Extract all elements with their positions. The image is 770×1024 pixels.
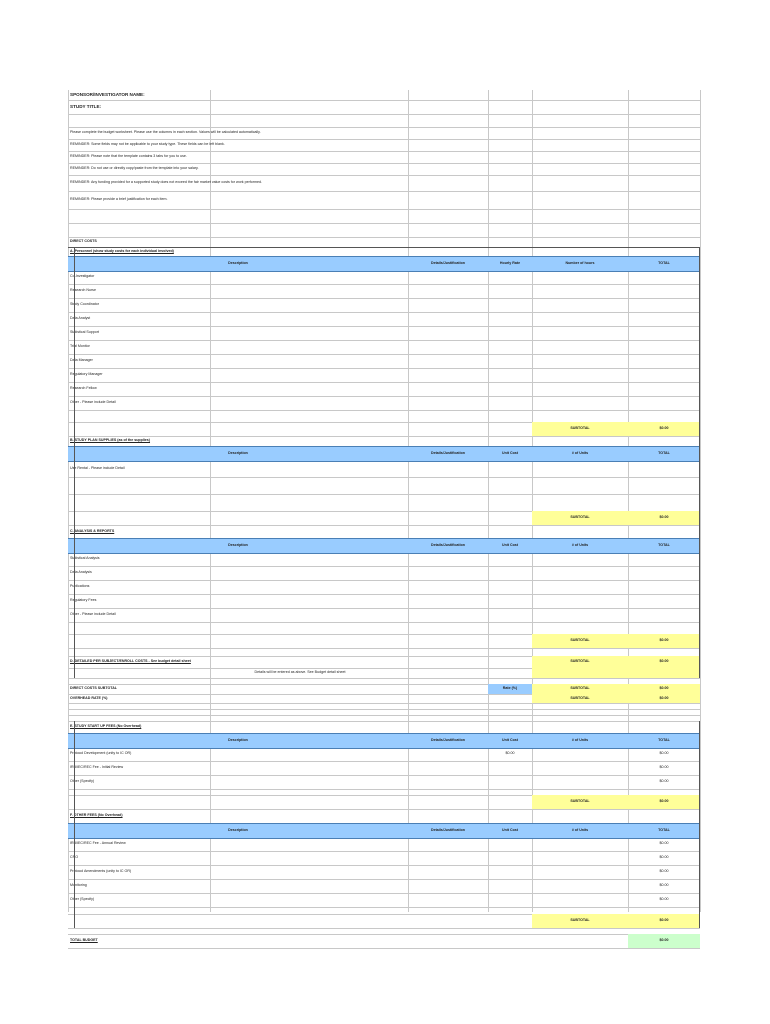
subtotal-value: $0.00 xyxy=(628,422,700,436)
row-description[interactable]: Research Fellow xyxy=(70,386,97,391)
header-total[interactable]: TOTAL xyxy=(658,451,670,456)
table-row xyxy=(68,326,700,341)
table-row xyxy=(68,893,700,908)
header-rate[interactable]: Unit Cost xyxy=(502,451,518,456)
section-c-title[interactable]: C. ANALYSIS & REPORTS xyxy=(70,528,115,533)
header-details[interactable]: Details/Justification xyxy=(431,261,465,266)
total-budget-label[interactable]: TOTAL BUDGET xyxy=(70,938,98,943)
header-total[interactable]: TOTAL xyxy=(658,261,670,266)
subtotal-label: SUBTOTAL xyxy=(532,511,628,525)
note-text[interactable]: REMINDER: Please provide a brief justification for each item. xyxy=(70,197,168,202)
table-row xyxy=(68,354,700,369)
row-description[interactable]: Data Manager xyxy=(70,358,93,363)
table-row xyxy=(68,865,700,880)
row-description[interactable]: Data Analyst xyxy=(70,316,91,321)
section-box-border xyxy=(74,809,75,928)
table-row xyxy=(68,747,700,762)
table-row xyxy=(68,382,700,397)
row-unit-cost[interactable] xyxy=(490,761,530,775)
table-row xyxy=(68,851,700,866)
row-description[interactable]: Other - Please include Detail xyxy=(70,612,116,617)
direct-value: $0.00 xyxy=(628,684,700,694)
header-rate[interactable]: Hourly Rate xyxy=(499,261,521,266)
table-row xyxy=(68,761,700,776)
section-box-border xyxy=(699,809,700,928)
subtotal-value: $0.00 xyxy=(628,914,700,928)
row-total[interactable]: $0.00 xyxy=(659,869,669,874)
subtotal-value: $0.00 xyxy=(628,511,700,525)
header-details[interactable]: Details/Justification xyxy=(431,738,465,743)
subtotal-value: $0.00 xyxy=(628,656,700,668)
section-e-title[interactable]: E. STUDY START UP FEES (No Overhead) xyxy=(70,724,142,729)
row-description[interactable]: Publications xyxy=(70,584,90,589)
highlight-cell xyxy=(532,668,628,678)
row-description[interactable]: Monitoring xyxy=(70,883,87,888)
note-row xyxy=(68,175,700,192)
blank-row xyxy=(68,114,700,128)
section-b-title[interactable]: B. STUDY PLAN SUPPLIES (as of the supplies) xyxy=(70,438,151,443)
row-description[interactable]: Statistical Support xyxy=(70,330,99,335)
row-description[interactable]: Statistical Analysis xyxy=(70,556,100,561)
row-unit-cost[interactable] xyxy=(490,775,530,789)
section-title-row xyxy=(68,809,700,824)
section-box-border xyxy=(699,648,700,678)
table-row xyxy=(68,775,700,790)
row-total[interactable]: $0.00 xyxy=(659,841,669,846)
sponsor-label[interactable]: SPONSOR/INVESTIGATOR NAME: xyxy=(70,91,145,97)
header-units[interactable]: Number of hours xyxy=(565,261,595,266)
table-row xyxy=(68,879,700,894)
header-units[interactable]: # of Units xyxy=(571,543,589,548)
header-details[interactable]: Details/Justification xyxy=(431,828,465,833)
table-row xyxy=(68,594,700,609)
section-title-row xyxy=(68,525,700,539)
row-description[interactable]: Regulatory Fees xyxy=(70,598,97,603)
row-total[interactable]: $0.00 xyxy=(659,765,669,770)
section-box-border xyxy=(699,247,700,436)
subtotal-row xyxy=(68,914,700,929)
row-description[interactable]: Study Coordinator xyxy=(70,302,99,307)
row-description[interactable]: Other (Specify) xyxy=(70,897,95,902)
header-units[interactable]: # of Units xyxy=(571,451,589,456)
table-row xyxy=(68,284,700,299)
header-rate[interactable]: Unit Cost xyxy=(502,828,518,833)
section-box-border xyxy=(699,436,700,525)
total-row xyxy=(68,934,700,949)
header-rate[interactable]: Unit Cost xyxy=(502,738,518,743)
row-total[interactable]: $0.00 xyxy=(659,855,669,860)
section-box-border xyxy=(74,247,75,436)
subtotal-label: SUBTOTAL xyxy=(532,422,628,436)
section-a-title[interactable]: A. Personnel (show study costs for each individual involved) xyxy=(70,248,174,253)
row-description[interactable]: Other (Specify) xyxy=(70,779,95,784)
note-text[interactable]: REMINDER: Any funding provided for a supported study does not exceed the fair market value costs for work performed. xyxy=(70,180,262,185)
subtotal-label: SUBTOTAL xyxy=(532,694,628,703)
highlight-cell xyxy=(628,668,700,678)
budget-spreadsheet xyxy=(68,90,700,943)
note-text[interactable]: REMINDER: Please note that the template contains 3 tabs for you to use. xyxy=(70,154,187,159)
row-description[interactable]: Other - Please include Detail xyxy=(70,400,116,405)
total-budget-value: $0.00 xyxy=(628,934,700,948)
table-row xyxy=(68,396,700,411)
row-total[interactable]: $0.00 xyxy=(659,751,669,756)
subtotal-row xyxy=(68,634,700,649)
row-description[interactable]: Trial Monitor xyxy=(70,344,90,349)
blank-row xyxy=(68,209,700,224)
header-description[interactable]: Description xyxy=(228,261,248,266)
header-units[interactable]: # of Units xyxy=(571,738,589,743)
row-total[interactable]: $0.00 xyxy=(659,779,669,784)
section-box-border xyxy=(699,525,700,648)
direct-costs-label[interactable]: DIRECT COSTS xyxy=(70,239,97,244)
blank-row xyxy=(68,223,700,238)
header-description[interactable]: Description xyxy=(228,543,248,548)
section-box-border xyxy=(699,721,700,809)
note-row xyxy=(68,191,700,210)
row-description[interactable]: Protocol Amendments (unity to IC OR) xyxy=(70,869,132,874)
table-row xyxy=(68,298,700,313)
header-details[interactable]: Details/Justification xyxy=(431,451,465,456)
row-description[interactable]: Use Rental - Please include Detail xyxy=(70,465,125,470)
row-description[interactable]: Co-Investigator xyxy=(70,274,95,279)
table-row xyxy=(68,368,700,383)
header-total[interactable]: TOTAL xyxy=(658,543,670,548)
section-d-title[interactable]: D. DETAILED PER SUBJECT/ENROLL COSTS - See budget detail sheet xyxy=(70,659,191,664)
table-row xyxy=(68,552,700,567)
subtotal-row xyxy=(68,422,700,437)
table-row xyxy=(68,477,700,495)
section-box-border xyxy=(74,648,75,678)
header-rate[interactable]: Unit Cost xyxy=(502,543,518,548)
note-text[interactable]: Please complete the budget worksheet. Please use the columns in each section. Values will be calculated automatically. xyxy=(70,130,261,135)
row-description[interactable]: CRO xyxy=(70,855,78,860)
table-row xyxy=(68,580,700,595)
header-total[interactable]: TOTAL xyxy=(658,738,670,743)
row-total[interactable]: $0.00 xyxy=(659,883,669,888)
table-row xyxy=(68,608,700,623)
subtotal-label: SUBTOTAL xyxy=(532,684,628,694)
overhead-value: $0.00 xyxy=(628,694,700,703)
table-row xyxy=(68,566,700,581)
header-description[interactable]: Description xyxy=(228,451,248,456)
subtotal-value: $0.00 xyxy=(628,795,700,809)
note-text[interactable]: REMINDER: Do not use or directly copy/paste from the template into your salary. xyxy=(70,166,199,171)
row-description[interactable]: Research Nurse xyxy=(70,288,96,293)
note-text[interactable]: REMINDER: Some fields may not be applicable to your study type. These fields can be left blank. xyxy=(70,142,225,147)
table-row xyxy=(68,270,700,285)
subtotal-row xyxy=(68,795,700,810)
overhead-label[interactable]: OVERHEAD RATE (%) xyxy=(70,695,108,700)
table-row xyxy=(68,312,700,327)
header-total[interactable]: TOTAL xyxy=(658,828,670,833)
section-box-border xyxy=(74,436,75,525)
subtotal-label: SUBTOTAL xyxy=(532,656,628,668)
subtotal-label: SUBTOTAL xyxy=(532,914,628,928)
subtotal-value: $0.00 xyxy=(628,634,700,648)
row-unit-cost[interactable]: $0.00 xyxy=(505,751,515,756)
grid-column-line xyxy=(700,90,701,912)
section-d-subtitle[interactable]: Details will be entered as above. See Budget detail sheet xyxy=(254,670,346,675)
header-details[interactable]: Details/Justification xyxy=(431,543,465,548)
header-description[interactable]: Description xyxy=(228,738,248,743)
section-box-border xyxy=(74,721,75,809)
table-row xyxy=(68,340,700,355)
section-f-title[interactable]: F. OTHER FEES (No Overhead) xyxy=(70,813,123,818)
header-description[interactable]: Description xyxy=(228,828,248,833)
row-description[interactable]: IRB/IEC/REC Fee - Initial Review xyxy=(70,765,124,770)
table-row xyxy=(68,460,700,478)
study-title-row xyxy=(68,100,700,115)
subtotal-row xyxy=(68,511,700,526)
section-box-border xyxy=(74,525,75,648)
row-description[interactable]: IRB/IEC/REC Fee - Annual Review xyxy=(70,841,126,846)
table-row xyxy=(68,494,700,512)
subtotal-label: SUBTOTAL xyxy=(532,795,628,809)
subtotal-label: SUBTOTAL xyxy=(532,634,628,648)
row-total[interactable]: $0.00 xyxy=(659,897,669,902)
row-description[interactable]: Data Analysis xyxy=(70,570,92,575)
study-title-label[interactable]: STUDY TITLE: xyxy=(70,103,102,109)
table-row xyxy=(68,837,700,852)
direct-subtotal-label[interactable]: DIRECT COSTS SUBTOTAL xyxy=(70,686,117,691)
row-description[interactable]: Regulatory Manager xyxy=(70,372,103,377)
row-description[interactable]: Protocol Development (unity to IC OR) xyxy=(70,751,132,756)
rate-label: Rate (%) xyxy=(488,684,532,694)
header-units[interactable]: # of Units xyxy=(571,828,589,833)
